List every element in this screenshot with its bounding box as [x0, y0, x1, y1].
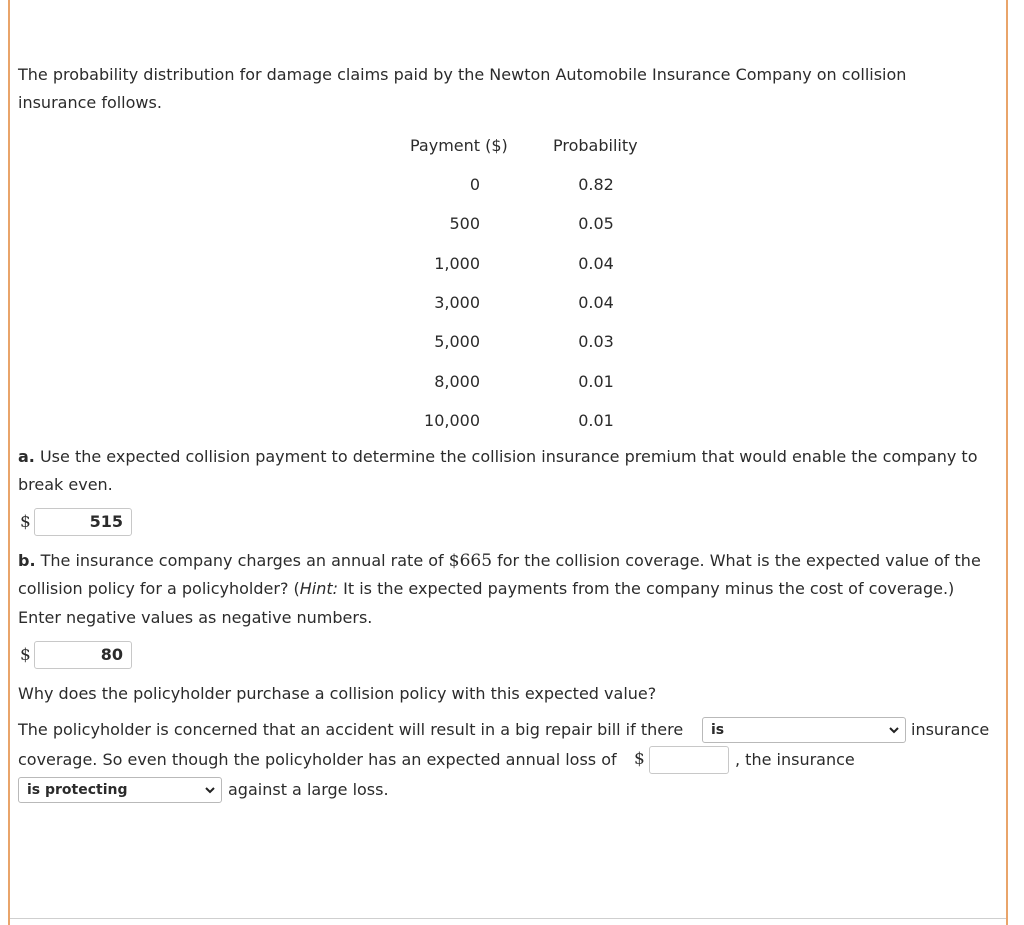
- part-b-line-2-end: It is the expected payments from the company minus the cost of coverage.): [338, 579, 955, 598]
- part-b-line-1: [18, 551, 981, 571]
- payment-cell: 500: [449, 214, 480, 233]
- part-a-line-2: break even.: [18, 475, 113, 494]
- presence-select-value: is: [711, 722, 725, 738]
- left-border: [8, 0, 10, 925]
- presence-select[interactable]: [702, 717, 906, 743]
- payment-cell: 0: [469, 175, 480, 194]
- protection-select-value: is protecting: [27, 782, 128, 798]
- part-b-line-2: [18, 579, 954, 599]
- right-border: [1006, 0, 1008, 925]
- part-a-line-1: [18, 447, 978, 467]
- part-a-label: a.: [18, 447, 35, 466]
- part-b-line-3: Enter negative values as negative numbers.: [18, 608, 373, 627]
- why-line-2-start: coverage. So even though the policyholder has an expected annual loss of: [18, 750, 617, 769]
- why-line-3-end: against a large loss.: [228, 780, 389, 799]
- probability-cell: 0.04: [578, 293, 614, 312]
- part-b-answer-field[interactable]: 80: [34, 641, 132, 669]
- probability-cell: 0.04: [578, 254, 614, 273]
- probability-cell: 0.03: [578, 332, 614, 351]
- probability-cell: 0.01: [578, 411, 614, 430]
- part-b-hint-label: Hint:: [299, 579, 339, 598]
- expected-loss-field[interactable]: [649, 746, 729, 774]
- chevron-down-icon: [205, 785, 215, 795]
- part-b-label: b.: [18, 551, 36, 570]
- intro-line-2: insurance follows.: [18, 93, 162, 112]
- why-line-1-start: The policyholder is concerned that an accident will result in a big repair bill if there: [18, 720, 684, 739]
- payment-cell: 10,000: [424, 411, 480, 430]
- loss-currency: $: [634, 749, 645, 769]
- intro-line-1: The probability distribution for damage claims paid by the Newton Automobile Insurance Company on collision: [18, 65, 907, 84]
- probability-cell: 0.05: [578, 214, 614, 233]
- probability-cell: 0.01: [578, 372, 614, 391]
- part-a-text: Use the expected collision payment to determine the collision insurance premium that would enable the company to: [34, 447, 978, 466]
- part-a-currency: $: [20, 512, 31, 532]
- payment-cell: 3,000: [434, 293, 480, 312]
- bottom-divider: [10, 918, 1006, 919]
- part-b-text-2: for the collision coverage. What is the expected value of the: [492, 551, 981, 570]
- part-b-currency: $: [20, 645, 31, 665]
- part-b-text-1: The insurance company charges an annual rate of: [35, 551, 449, 570]
- part-b-rate: $665: [448, 551, 493, 571]
- header-payment: Payment ($): [410, 136, 508, 155]
- part-a-answer-field[interactable]: 515: [34, 508, 132, 536]
- why-line-1-end: insurance: [911, 720, 990, 739]
- header-probability: Probability: [553, 136, 638, 155]
- payment-cell: 5,000: [434, 332, 480, 351]
- payment-cell: 1,000: [434, 254, 480, 273]
- payment-cell: 8,000: [434, 372, 480, 391]
- part-b-line-2-start: collision policy for a policyholder? (: [18, 579, 300, 598]
- protection-select[interactable]: [18, 777, 222, 803]
- why-line-2-end: , the insurance: [735, 750, 855, 769]
- chevron-down-icon: [889, 725, 899, 735]
- probability-cell: 0.82: [578, 175, 614, 194]
- why-question: Why does the policyholder purchase a collision policy with this expected value?: [18, 684, 657, 703]
